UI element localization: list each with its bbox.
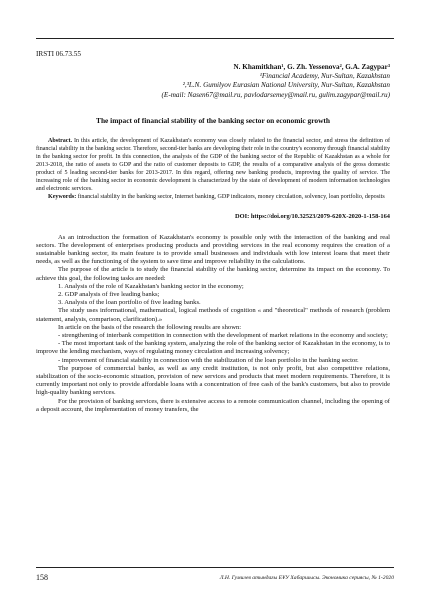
body-paragraph-banking-services: For the provision of banking services, there is extensive access to a remote communication channel, including the opening of a deposit account, the implementation of money transfers, the — [36, 397, 390, 413]
article-body — [36, 234, 390, 414]
result-item-1: - strengthening of interbank competition in connection with the development of market relations in the economy and society; — [58, 332, 388, 339]
abstract-text: In this article, the development of Kazakhstan's economy was closely related to the financial sector, and stress the definition of financial stability in the banking sector. Therefore, second-tier banks are developing their role in the country's economy through financial stability in the banking sector for profit. In this connection, the analysis of the GDP of the banking sector of the Republic of Kazakhstan as a whole for 2013-2018, the ratio of assets to GDP and the ratio of customer deposits to GDP, the results of a comparative analysis of the gross domestic product of 5 leading second-tier banks for 2013-2017. In this regard, offering new banking products, improving the quality of service. The increasing role of the banking sector in economic development is characterized by the state of development of modern information technologies and electronic services. — [36, 137, 390, 193]
body-paragraph-methods: The study uses informational, mathematical, logical methods of cognition « and "theoretical" methods of research (problem statement, analysis, comparison, clarification).» — [36, 307, 390, 323]
page-footer — [36, 573, 394, 582]
affiliation-1: ¹Financial Academy, Nur-Sultan, Kazakhstan — [259, 72, 390, 81]
keywords — [36, 193, 390, 201]
body-paragraph-commercial-banks: The purpose of commercial banks, as well as any credit institution, is not only profit, but also competitive relations, stabilization of the socio-economic situation, provision of new services and products that meet modern requirements. Therefore, it is currently important not only to provide affordable loans with a concentration of free cash of the bank's customers, but also to provide high-quality banking services. — [36, 364, 390, 397]
header-rule — [36, 38, 394, 39]
journal-name: Л.Н. Гумилев атындағы ЕҰУ Хабаршысы. Экономика сериясы, № 1-2020 — [219, 574, 394, 581]
article-title: The impact of financial stability of the banking sector on economic growth — [96, 115, 330, 125]
abstract-label: Abstract. — [48, 137, 73, 144]
keywords-text: financial stability in the banking sector, Internet banking, GDP indicators, money circulation, solvency, loan portfolio, deposits — [76, 194, 385, 201]
body-paragraph-purpose: The purpose of the article is to study the financial stability of the banking sector, determine its impact on the economy. To achieve this goal, the following tasks are needed: — [36, 266, 390, 282]
irsti-code: IRSTI 06.73.55 — [36, 50, 81, 58]
task-item-1: 1. Analysis of the role of Kazakhstan's banking sector in the economy; — [58, 282, 244, 290]
result-item-3: - improvement of financial stability in connection with the stabilization of the loan portfolio in the banking sector. — [58, 356, 359, 364]
doi-link[interactable]: DOI: https://doi.org/10.32523/2079-620X-2020-1-158-164 — [235, 212, 390, 220]
body-paragraph-results-intro: In article on the basis of the research the following results are shown: — [58, 323, 242, 331]
footer-rule — [36, 567, 394, 568]
result-item-2: - The most important task of the banking system, analyzing the role of the banking sector of Kazakhstan in the economy, is to improve the lending mechanism, ways of regulating money circulation and increasing solvency; — [36, 340, 390, 356]
body-paragraph-intro: As an introduction the formation of Kazakhstan's economy is possible only with the interaction of the banking and real sectors. The development of enterprises producing products and providing services in the real economy requires the creation of a sustainable banking sector, its main feature is to provide small businesses and individuals with low interest loans that meet their needs, as well as the functioning of the system to save time and improve reliability in the calculations. — [36, 233, 390, 266]
author-block — [36, 63, 390, 100]
task-item-2: 2. GDP analysis of five leading banks; — [58, 290, 160, 298]
page-number: 158 — [36, 573, 48, 582]
keywords-label: Keywords: — [48, 194, 77, 201]
author-names: N. Khamitkhan¹, G. Zh. Yessenova², G.A. Zagypar³ — [233, 63, 390, 71]
author-emails: (E-mail: Nasen67@mail.ru, pavlodarsemey@mail.ru, gulim.zagypar@mail.ru) — [161, 90, 390, 99]
affiliation-2: ²,³L.N. Gumilyov Eurasian National University, Nur-Sultan, Kazakhstan — [182, 81, 390, 90]
task-item-3: 3. Analysis of the loan portfolio of five leading banks. — [58, 299, 201, 307]
abstract — [36, 137, 390, 194]
